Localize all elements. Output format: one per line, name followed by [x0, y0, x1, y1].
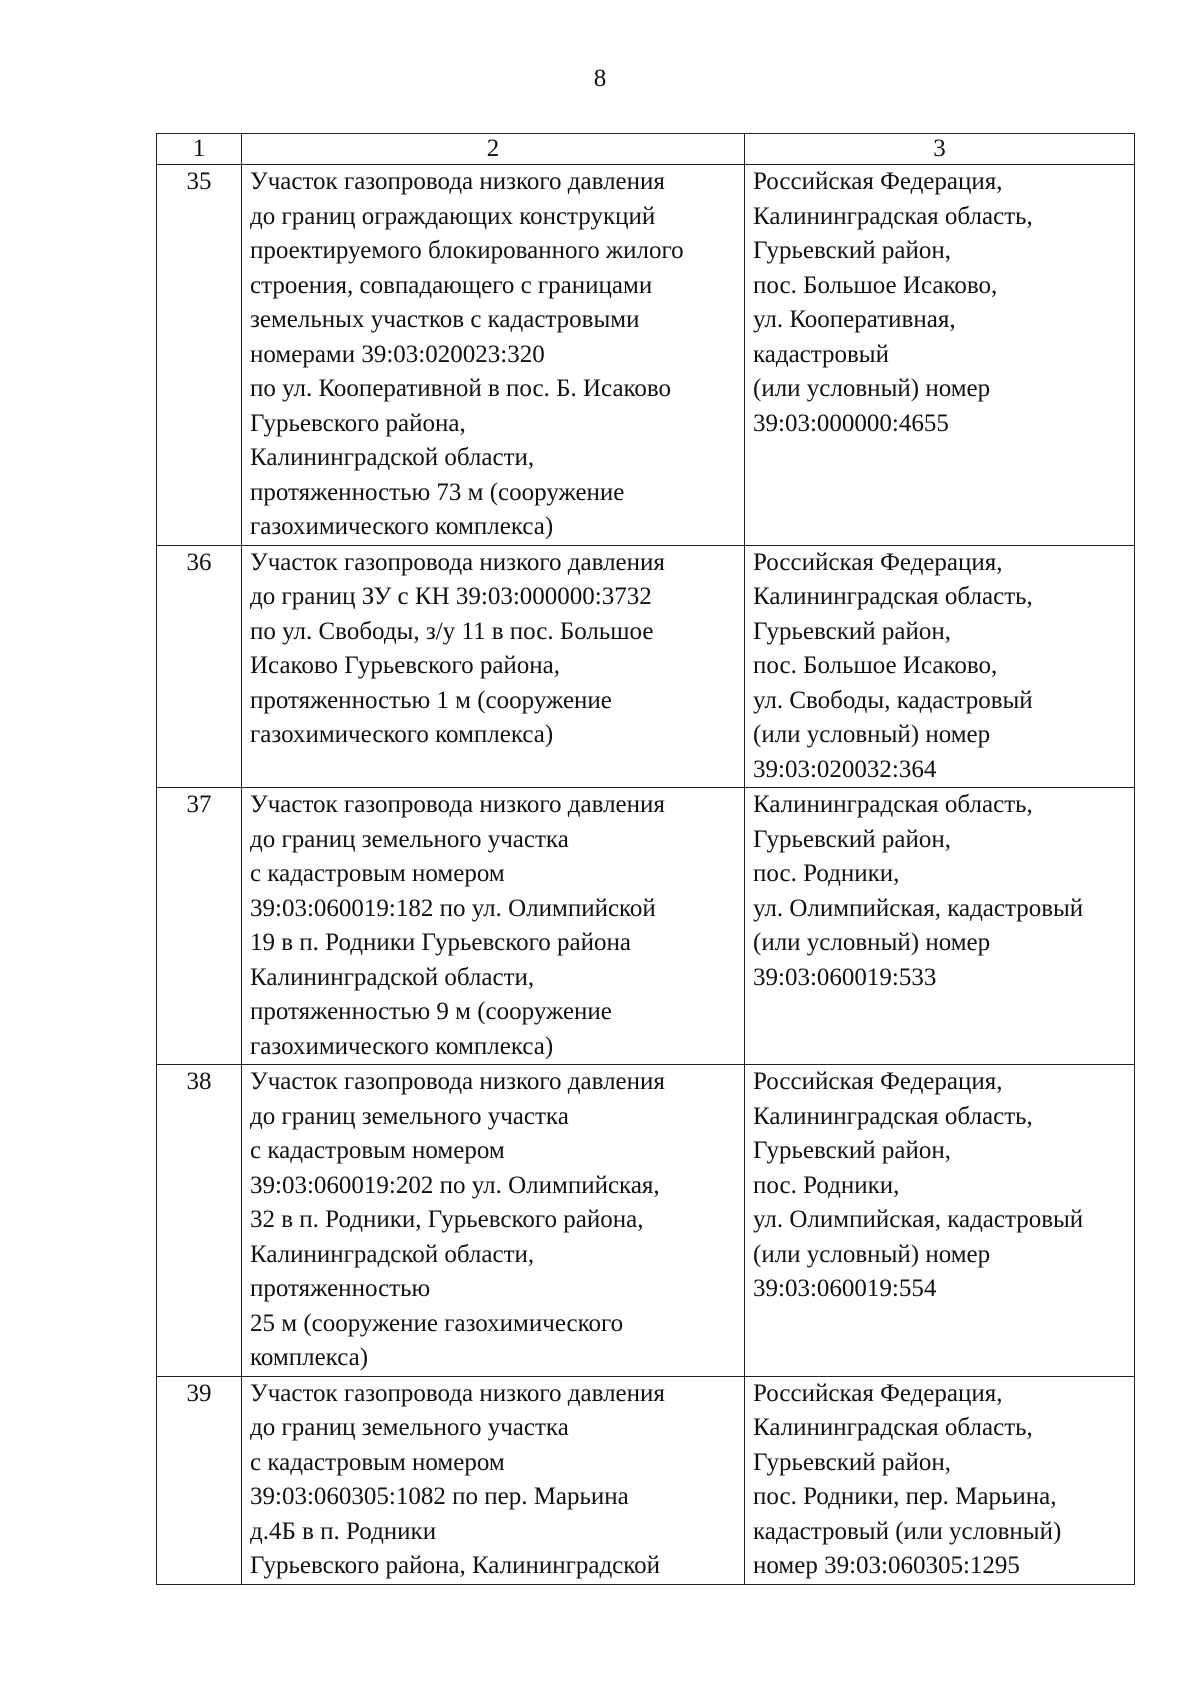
address-line: Российская Федерация, — [753, 1379, 1003, 1407]
description-line: протяженностью — [250, 1275, 431, 1302]
object-description — [242, 788, 745, 1065]
address-line: пос. Большое Исаково, — [753, 271, 998, 299]
description-line: номерами 39:03:020023:320 — [250, 340, 545, 368]
description-line: с кадастровым номером — [250, 1137, 505, 1164]
description-line: 25 м (сооружение газохимического — [250, 1309, 624, 1337]
address-line: ул. Свободы, кадастровый — [753, 686, 1033, 714]
address-line: Гурьевский район, — [753, 237, 952, 264]
address-line: 39:03:060019:554 — [753, 1275, 937, 1302]
description-line: комплекса) — [250, 1344, 369, 1371]
address-line: Российская Федерация, — [753, 168, 1003, 195]
address-line: Российская Федерация, — [753, 548, 1003, 576]
address-line: (или условный) номер — [753, 1240, 991, 1268]
object-description — [242, 1065, 745, 1377]
description-line: Участок газопровода низкого давления — [250, 168, 665, 195]
table-row — [157, 1065, 1135, 1377]
address-line: Калининградская область, — [753, 202, 1033, 230]
address-line: 39:03:060019:533 — [753, 963, 937, 991]
address-line: пос. Родники, — [753, 860, 900, 887]
description-line: Гурьевского района, — [250, 409, 466, 437]
description-line: Калининградской области, — [250, 1240, 535, 1268]
address-line: пос. Родники, пер. Марьина, — [753, 1483, 1057, 1510]
description-line: до границ земельного участка — [250, 1102, 569, 1130]
description-line: с кадастровым номером — [250, 860, 505, 887]
description-line: до границ земельного участка — [250, 825, 569, 853]
address-line: Калининградская область, — [753, 791, 1033, 818]
description-line: до границ ограждающих конструкций — [250, 202, 656, 230]
address-line: 39:03:020032:364 — [753, 755, 937, 783]
header-row — [157, 134, 1135, 165]
row-number: 35 — [157, 165, 242, 546]
description-line: Участок газопровода низкого давления — [250, 548, 665, 576]
column-header-2: 2 — [242, 134, 745, 165]
description-line: Участок газопровода низкого давления — [250, 791, 665, 818]
description-line: по ул. Свободы, з/у 11 в пос. Большое — [250, 617, 654, 645]
address-line: пос. Родники, — [753, 1171, 900, 1199]
description-line: Гурьевского района, Калининградской — [250, 1552, 661, 1579]
table-row — [157, 165, 1135, 546]
description-line: 32 в п. Родники, Гурьевского района, — [250, 1206, 644, 1233]
description-line: 19 в п. Родники Гурьевского района — [250, 929, 631, 956]
description-line: проектируемого блокированного жилого — [250, 237, 684, 264]
description-line: 39:03:060019:202 по ул. Олимпийская, — [250, 1171, 660, 1199]
description-line: д.4Б в п. Родники — [250, 1517, 437, 1545]
column-header-3: 3 — [745, 134, 1135, 165]
object-address — [745, 165, 1135, 546]
address-line: Гурьевский район, — [753, 1137, 952, 1164]
address-line: кадастровый — [753, 340, 889, 368]
address-line: ул. Кооперативная, — [753, 306, 956, 333]
row-number: 37 — [157, 788, 242, 1065]
column-header-1: 1 — [157, 134, 242, 165]
address-line: Гурьевский район, — [753, 1448, 952, 1476]
address-line: пос. Большое Исаково, — [753, 652, 998, 679]
address-line: ул. Олимпийская, кадастровый — [753, 894, 1084, 922]
description-line: газохимического комплекса) — [250, 513, 554, 540]
address-line: Гурьевский район, — [753, 617, 952, 645]
object-description — [242, 545, 745, 788]
object-address — [745, 545, 1135, 788]
description-line: 39:03:060019:182 по ул. Олимпийской — [250, 894, 656, 922]
description-line: Участок газопровода низкого давления — [250, 1068, 665, 1095]
row-number: 38 — [157, 1065, 242, 1377]
object-description — [242, 1376, 745, 1584]
address-line: кадастровый (или условный) — [753, 1517, 1062, 1545]
description-line: по ул. Кооперативной в пос. Б. Исаково — [250, 375, 672, 402]
address-line: (или условный) номер — [753, 929, 991, 956]
description-line: до границ ЗУ с КН 39:03:000000:3732 — [250, 583, 652, 610]
description-line: Калининградской области, — [250, 963, 535, 991]
object-address — [745, 1065, 1135, 1377]
page-number: 8 — [593, 65, 607, 92]
object-description — [242, 165, 745, 546]
description-line: строения, совпадающего с границами — [250, 271, 653, 299]
description-line: Исаково Гурьевского района, — [250, 652, 561, 679]
description-line: 39:03:060305:1082 по пер. Марьина — [250, 1483, 629, 1510]
row-number: 36 — [157, 545, 242, 788]
row-number: 39 — [157, 1376, 242, 1584]
table-row — [157, 1376, 1135, 1584]
address-line: Калининградская область, — [753, 583, 1033, 610]
address-line: Российская Федерация, — [753, 1068, 1003, 1095]
table-row — [157, 545, 1135, 788]
address-line: Калининградская область, — [753, 1102, 1033, 1130]
description-line: Калининградской области, — [250, 444, 535, 471]
address-line: ул. Олимпийская, кадастровый — [753, 1206, 1084, 1233]
description-line: протяженностью 1 м (сооружение — [250, 686, 612, 714]
description-line: земельных участков с кадастровыми — [250, 306, 640, 333]
address-line: 39:03:000000:4655 — [753, 409, 949, 437]
table-row — [157, 788, 1135, 1065]
description-line: Участок газопровода низкого давления — [250, 1379, 665, 1407]
registry-table — [156, 133, 1135, 1585]
address-line: Гурьевский район, — [753, 825, 952, 853]
object-address — [745, 788, 1135, 1065]
description-line: с кадастровым номером — [250, 1448, 505, 1476]
description-line: протяженностью 73 м (сооружение — [250, 478, 625, 506]
object-address — [745, 1376, 1135, 1584]
address-line: Калининградская область, — [753, 1414, 1033, 1441]
address-line: (или условный) номер — [753, 375, 991, 402]
description-line: протяженностью 9 м (сооружение — [250, 998, 612, 1025]
address-line: номер 39:03:060305:1295 — [753, 1552, 1020, 1579]
description-line: газохимического комплекса) — [250, 721, 554, 748]
address-line: (или условный) номер — [753, 721, 991, 748]
description-line: до границ земельного участка — [250, 1414, 569, 1441]
description-line: газохимического комплекса) — [250, 1032, 554, 1060]
